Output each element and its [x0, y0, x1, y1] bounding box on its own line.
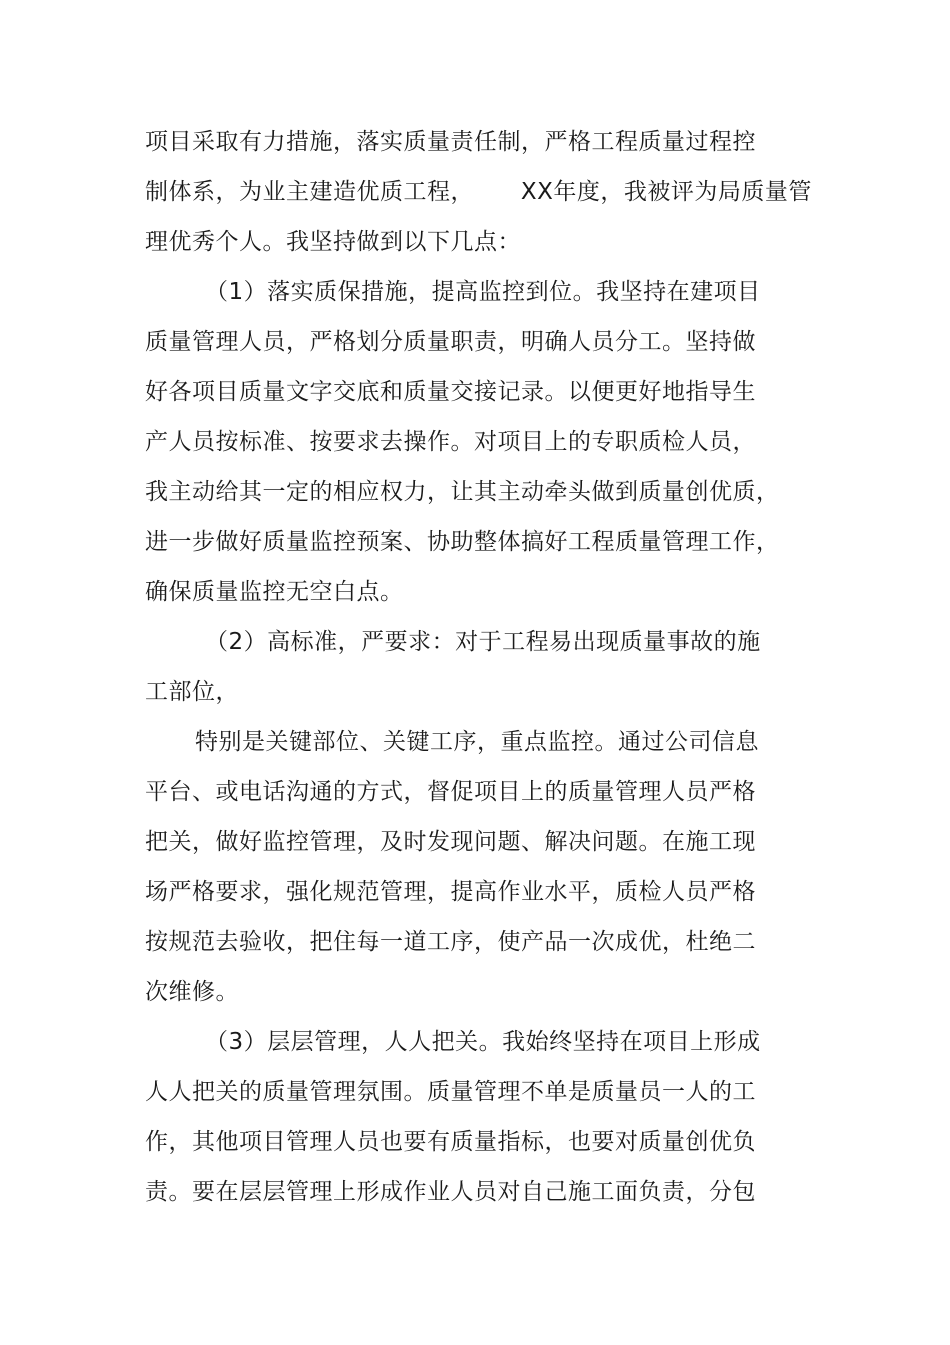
text-line: 我主动给其一定的相应权力，让其主动牵头做到质量创优质，	[145, 479, 780, 505]
text-line: 制体系，为业主建造优质工程， XX年度，我被评为局质量管	[145, 179, 812, 205]
paragraph-item-3: （3）层层管理，人人把关。我始终坚持在项目上形成	[205, 1029, 761, 1055]
text-line: 好各项目质量文字交底和质量交接记录。以便更好地指导生	[145, 379, 756, 405]
text-line: 工部位，	[145, 679, 239, 705]
text-line: 平台、或电话沟通的方式，督促项目上的质量管理人员严格	[145, 779, 756, 805]
paragraph-start: 特别是关键部位、关键工序，重点监控。通过公司信息	[195, 729, 759, 755]
text-line: 作，其他项目管理人员也要有质量指标，也要对质量创优负	[145, 1129, 756, 1155]
text-line: 责。要在层层管理上形成作业人员对自己施工面负责，分包	[145, 1179, 756, 1205]
paragraph-item-2: （2）高标准，严要求：对于工程易出现质量事故的施	[205, 629, 761, 655]
text-line: 次维修。	[145, 979, 239, 1005]
text-line: 项目采取有力措施，落实质量责任制，严格工程质量过程控	[145, 129, 756, 155]
text-line: 产人员按标准、按要求去操作。对项目上的专职质检人员，	[145, 429, 756, 455]
paragraph-item-1: （1）落实质保措施，提高监控到位。我坚持在建项目	[205, 279, 761, 305]
text-line: 场严格要求，强化规范管理，提高作业水平，质检人员严格	[145, 879, 756, 905]
text-line: 理优秀个人。我坚持做到以下几点：	[145, 229, 521, 255]
text-line: 确保质量监控无空白点。	[145, 579, 404, 605]
text-line: 人人把关的质量管理氛围。质量管理不单是质量员一人的工	[145, 1079, 756, 1105]
text-line: 质量管理人员，严格划分质量职责，明确人员分工。坚持做	[145, 329, 756, 355]
text-line: 进一步做好质量监控预案、协助整体搞好工程质量管理工作，	[145, 529, 780, 555]
text-line: 把关，做好监控管理，及时发现问题、解决问题。在施工现	[145, 829, 756, 855]
text-line: 按规范去验收，把住每一道工序，使产品一次成优，杜绝二	[145, 929, 756, 955]
